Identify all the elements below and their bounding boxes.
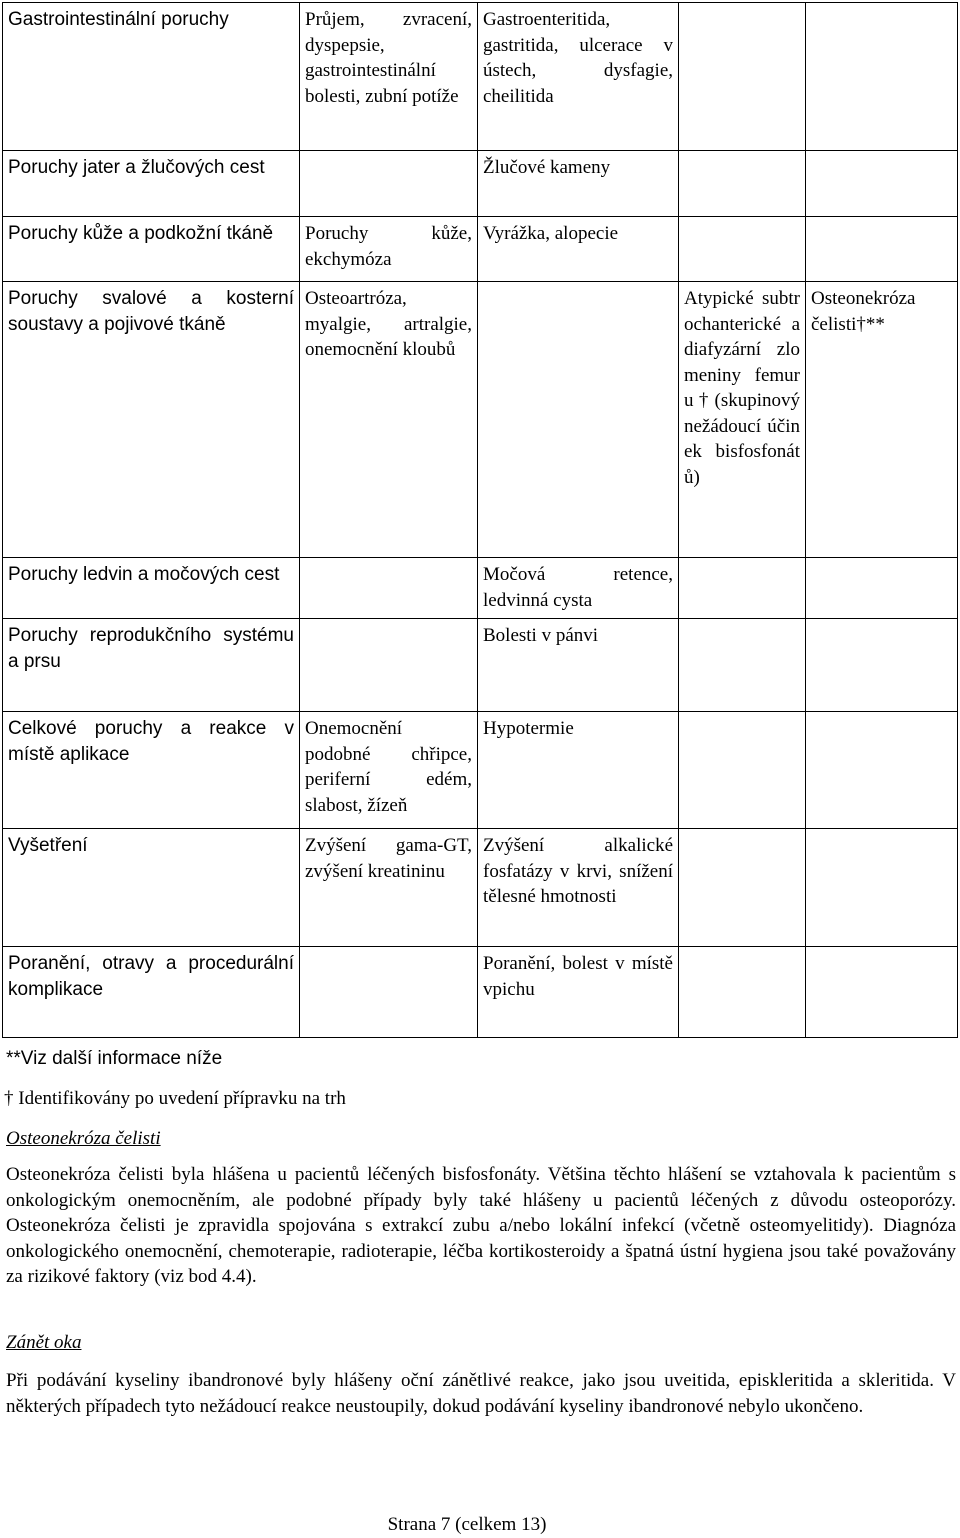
section-heading-eye-inflammation: Zánět oka [6, 1332, 82, 1353]
system-organ-class-cell: Poruchy svalové a kosterní soustavy a pojivové tkáně [3, 282, 300, 558]
table-row [3, 3, 958, 151]
frequency-cell-very-rare [806, 712, 958, 829]
frequency-cell-very-rare [806, 151, 958, 217]
system-organ-class-cell: Poruchy jater a žlučových cest [3, 151, 300, 217]
post-marketing-note: † Identifikovány po uvedení přípravku na trh [4, 1088, 346, 1109]
frequency-cell-rare [679, 947, 806, 1038]
frequency-cell-uncommon: Hypotermie [478, 712, 679, 829]
table-row [3, 558, 958, 619]
frequency-cell-common: Osteoartróza, myalgie, artralgie, onemocnění kloubů [300, 282, 478, 558]
table-row [3, 712, 958, 829]
frequency-cell-uncommon: Vyrážka, alopecie [478, 217, 679, 282]
adverse-effects-table [2, 2, 958, 1038]
frequency-cell-common: Onemocnění podobné chřipce, periferní edém, slabost, žízeň [300, 712, 478, 829]
table-row [3, 829, 958, 947]
frequency-cell-very-rare [806, 217, 958, 282]
frequency-cell-common: Poruchy kůže, ekchymóza [300, 217, 478, 282]
frequency-cell-very-rare [806, 947, 958, 1038]
system-organ-class-cell: Poruchy ledvin a močových cest [3, 558, 300, 619]
frequency-cell-uncommon: Zvýšení alkalické fosfatázy v krvi, snížení tělesné hmotnosti [478, 829, 679, 947]
frequency-cell-rare [679, 558, 806, 619]
section-paragraph-jaw-osteonecrosis: Osteonekróza čelisti byla hlášena u pacientů léčených bisfosfonáty. Většina těchto hlášení se vztahovala k pacientům s onkologickým onemocněním, ale podobné případy byly také hlášeny u pacientů léčených z důvodu osteoporózy. Osteonekróza čelisti je zpravidla spojována s extrakcí zubu a/nebo lokální infekcí (včetně osteomyelitidy). Diagnóza onkologického onemocnění, chemoterapie, radioterapie, léčba kortikosteroidy a špatná ústní hygiena jsou také považovány za rizikové faktory (viz bod 4.4). [6, 1164, 956, 1287]
frequency-cell-common [300, 151, 478, 217]
frequency-cell-rare [679, 619, 806, 712]
frequency-cell-uncommon: Žlučové kameny [478, 151, 679, 217]
system-organ-class-cell: Celkové poruchy a reakce v místě aplikace [3, 712, 300, 829]
system-organ-class-cell: Gastrointestinální poruchy [3, 3, 300, 151]
table-row [3, 151, 958, 217]
frequency-cell-common [300, 619, 478, 712]
frequency-cell-uncommon [478, 282, 679, 558]
frequency-cell-very-rare [806, 829, 958, 947]
frequency-cell-very-rare: Osteonekróza čelisti†** [806, 282, 958, 558]
frequency-cell-rare [679, 217, 806, 282]
frequency-cell-common: Zvýšení gama-GT, zvýšení kreatininu [300, 829, 478, 947]
page-footer: Strana 7 (celkem 13) [387, 1514, 547, 1535]
table-row [3, 619, 958, 712]
frequency-cell-very-rare [806, 619, 958, 712]
frequency-cell-uncommon: Močová retence, ledvinná cysta [478, 558, 679, 619]
frequency-cell-uncommon: Bolesti v pánvi [478, 619, 679, 712]
system-organ-class-cell: Vyšetření [3, 829, 300, 947]
frequency-cell-common: Průjem, zvracení, dyspepsie, gastrointestinální bolesti, zubní potíže [300, 3, 478, 151]
system-organ-class-cell: Poranění, otravy a procedurální komplikace [3, 947, 300, 1038]
frequency-cell-rare [679, 712, 806, 829]
section-heading-jaw-osteonecrosis: Osteonekróza čelisti [6, 1128, 161, 1149]
frequency-cell-very-rare [806, 558, 958, 619]
frequency-cell-rare: Atypické subtrochanterické a diafyzární zlomeniny femuru † (skupinový nežádoucí účinek bisfosfonátů) [679, 282, 806, 558]
frequency-cell-rare [679, 3, 806, 151]
further-info-note: **Viz další informace níže [6, 1048, 223, 1069]
frequency-cell-rare [679, 151, 806, 217]
system-organ-class-cell: Poruchy reprodukčního systému a prsu [3, 619, 300, 712]
section-paragraph-eye-inflammation: Při podávání kyseliny ibandronové byly hlášeny oční zánětlivé reakce, jako jsou uveitida, episkleritida a skleritida. V některých případech tyto nežádoucí reakce neustoupily, dokud podávání kyseliny ibandronové nebylo ukončeno. [6, 1370, 956, 1417]
frequency-cell-common [300, 558, 478, 619]
frequency-cell-uncommon: Gastroenteritida, gastritida, ulcerace v ústech, dysfagie, cheilitida [478, 3, 679, 151]
frequency-cell-rare [679, 829, 806, 947]
system-organ-class-cell: Poruchy kůže a podkožní tkáně [3, 217, 300, 282]
frequency-cell-very-rare [806, 3, 958, 151]
table-row [3, 282, 958, 558]
frequency-cell-uncommon: Poranění, bolest v místě vpichu [478, 947, 679, 1038]
table-row [3, 947, 958, 1038]
table-row [3, 217, 958, 282]
frequency-cell-common [300, 947, 478, 1038]
